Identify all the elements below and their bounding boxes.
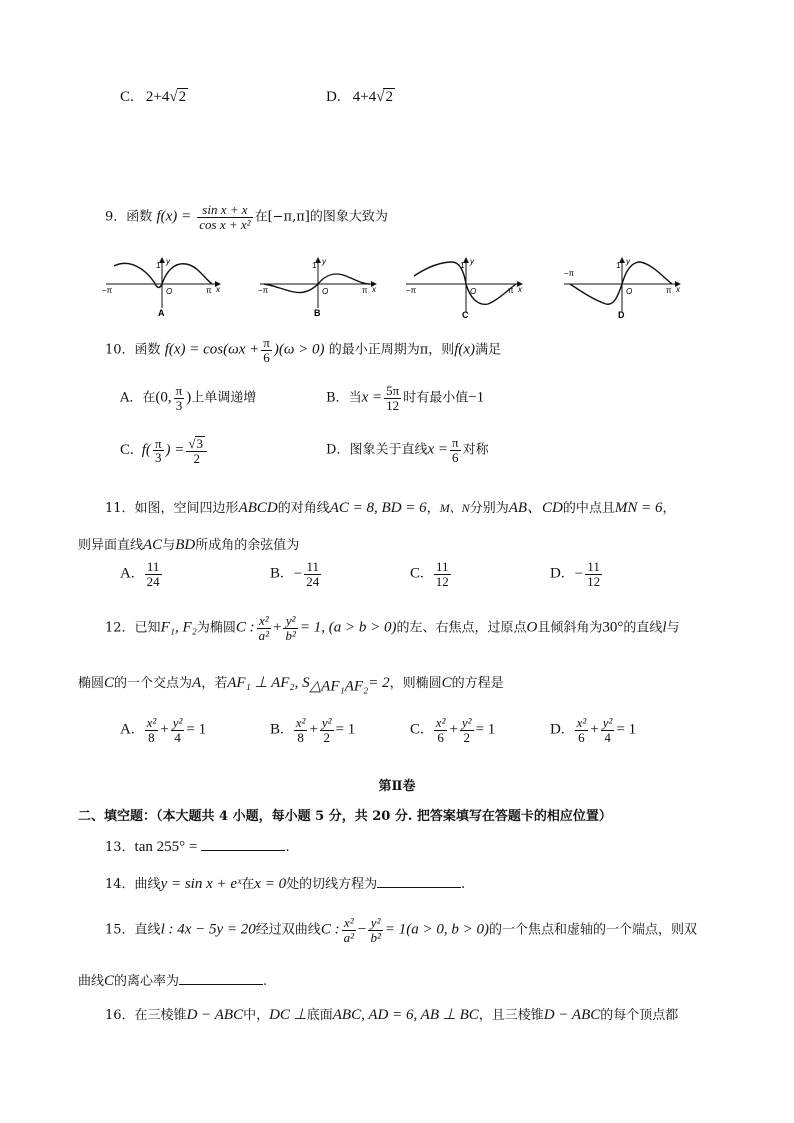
graph-a-negpi: −π <box>102 286 113 295</box>
q13-answer-blank[interactable] <box>201 836 285 851</box>
graph-b-letter: B <box>314 308 321 318</box>
q10-option-a: A．在(0, $\frac{\pi}{3}$ )上单调递增 <box>120 383 257 413</box>
q10-option-c: C. f( $\frac{\pi}{3}$ ) = $\frac{√3}{2}$ <box>120 436 209 465</box>
q11-option-a: A. $\frac{11}{24}$ <box>120 559 160 589</box>
q14-answer-blank[interactable] <box>377 873 461 888</box>
q15-answer-blank[interactable] <box>179 970 263 985</box>
q16: 16．在三棱锥D − ABC中，DC ⊥底面ABC, AD = 6, AB ⊥ BC，且三棱锥D − ABC的每个顶点都 <box>105 1007 679 1023</box>
svg-text:O: O <box>322 287 329 296</box>
q12-option-a: A. $\frac{\text{x²}}{8}$ + $\frac{\text{y²}}{4}$ = 1 <box>120 715 207 745</box>
svg-text:1: 1 <box>312 261 317 270</box>
q12-stem-line2: 椭圆C的一个交点为A，若AF₁ ⊥ AF₂, $S_{\triangle AF_1AF_2}= 2$，则椭圆C的方程是 <box>78 675 504 695</box>
graph-a-origin: O <box>166 287 173 296</box>
svg-text:−π: −π <box>258 286 269 295</box>
section-title: 第Ⅱ卷 <box>378 779 416 794</box>
q11-option-b: B. − $\frac{11}{24}$ <box>270 559 320 589</box>
q11-stem-line1: 11．如图，空间四边形ABCD的对角线AC = 8, BD = 6，M、N分别为AB、CD的中点且MN = 6， <box>105 500 676 516</box>
svg-text:1: 1 <box>616 261 621 270</box>
svg-text:x: x <box>216 285 220 294</box>
graph-a-one: 1 <box>156 261 161 270</box>
svg-text:y: y <box>166 257 170 266</box>
q11-option-c: C. $\frac{11}{12}$ <box>410 559 449 589</box>
svg-text:x: x <box>518 285 522 294</box>
section-heading: 二、填空题：（本大题共 4 小题，每小题 5 分，共 20 分. 把答案填写在答题卡的相应位置） <box>78 809 612 824</box>
svg-text:x: x <box>372 285 376 294</box>
graph-c <box>406 257 523 320</box>
svg-text:π: π <box>666 286 672 295</box>
q8-option-c: C. 2+4√2 <box>120 89 187 105</box>
graph-b <box>258 257 377 318</box>
svg-text:−π: −π <box>406 286 417 295</box>
svg-text:O: O <box>470 287 477 296</box>
svg-text:y: y <box>322 257 326 266</box>
svg-text:1: 1 <box>460 261 465 270</box>
graph-a-pi: π <box>206 286 212 295</box>
q12-option-c: C. $\frac{\text{x²}}{6}$ + $\frac{\text{y²}}{2}$ = 1 <box>410 715 496 745</box>
q15-line1: 15．直线l : 4x − 5y = 20经过双曲线C : $\frac{\text{x²}}{\text{a²}}$ − $\frac{\text{y²}}{\text{b²}}$ = 1(a > 0, b > 0)的一个焦点和虚轴的一个端点，则双 <box>105 915 697 945</box>
q9-graphs <box>100 256 740 320</box>
q11-option-d: D. − $\frac{11}{12}$ <box>550 559 601 589</box>
q15-line2: 曲线C的离心率为 . <box>78 970 267 990</box>
svg-text:O: O <box>626 287 633 296</box>
svg-text:−π: −π <box>564 269 575 278</box>
q12-option-b: B. $\frac{\text{x²}}{8}$ + $\frac{\text{y²}}{2}$ = 1 <box>270 715 356 745</box>
svg-text:y: y <box>626 257 630 266</box>
graph-a <box>102 257 221 318</box>
graph-a-letter: A <box>158 308 165 318</box>
q10-option-b: B．当x = $\frac{5\pi}{12}$ 时有最小值−1 <box>326 383 485 413</box>
svg-text:x: x <box>676 285 680 294</box>
q10-option-d: D．图象关于直线x = $\frac{\pi}{6}$ 对称 <box>326 435 489 465</box>
q12-option-d: D. $\frac{\text{x²}}{6}$ + $\frac{\text{y²}}{4}$ = 1 <box>550 715 637 745</box>
q14: 14．曲线y = sin x + eˣ在x = 0处的切线方程为 . <box>105 873 465 893</box>
svg-text:y: y <box>470 257 474 266</box>
q11-stem-line2: 则异面直线AC与BD所成角的余弦值为 <box>78 537 300 553</box>
q10-stem: 10．函数 f(x) = cos(ωx + $\frac{\pi}{6}$ )(ω > 0) 的最小正周期为π，则f(x)满足 <box>105 335 502 365</box>
q12-stem-line1: 12．已知F₁, F₂为椭圆C : $\frac{\text{x²}}{\text{a²}}$ + $\frac{\text{y²}}{\text{b²}}$ = 1, (a > b > 0)的左、右焦点，过原点O且倾斜角为30°的直线l与 <box>105 613 680 643</box>
q13: 13．tan 255° = . <box>105 836 290 856</box>
graph-d-letter: D <box>618 310 625 320</box>
svg-text:π: π <box>362 286 368 295</box>
graph-d <box>564 257 681 320</box>
q8-option-d: D. 4+4√2 <box>326 89 393 105</box>
q9-stem: 9．函数 f(x) = $\frac{\text{sin x + x}}{\text{cos x + x²}}$ 在[−π,π]的图象大致为 <box>105 202 388 232</box>
svg-text:π: π <box>508 286 514 295</box>
graph-c-letter: C <box>462 310 469 320</box>
